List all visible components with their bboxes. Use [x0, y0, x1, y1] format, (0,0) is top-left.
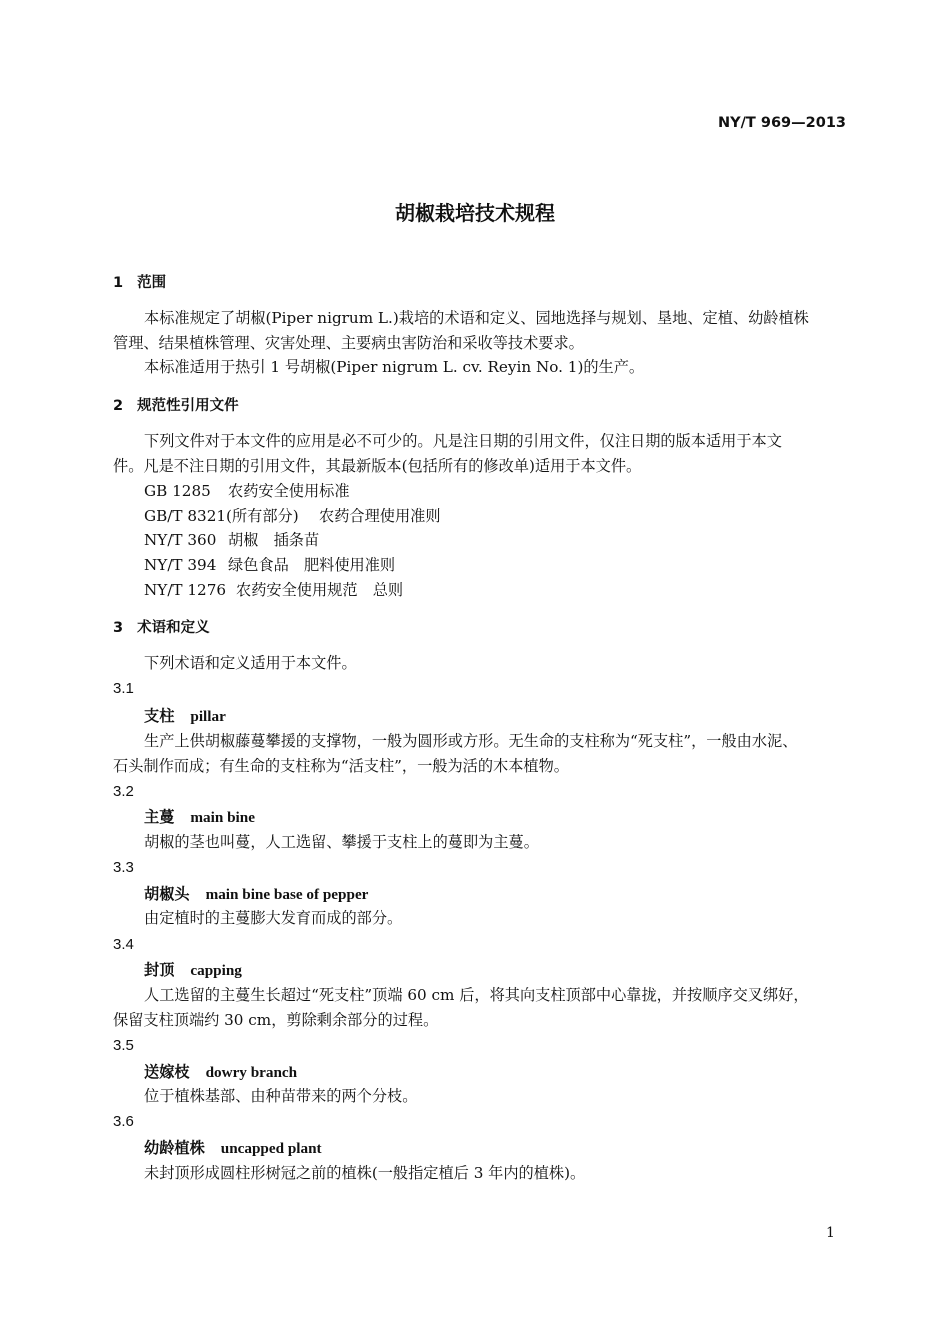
term-heading: [144, 960, 242, 980]
definition-line: 胡椒的茎也叫蔓，人工选留、攀援于支柱上的蔓即为主蔓。: [144, 833, 539, 851]
paragraph-line: 本标准适用于热引 1 号胡椒(Piper nigrum L. cv. Reyin No. 1)的生产。: [144, 358, 645, 376]
term-en: dowry branch: [205, 1064, 298, 1081]
term-en: uncapped plant: [220, 1140, 322, 1157]
term-en: capping: [190, 962, 242, 979]
reference-code: NY/T 1276: [144, 581, 227, 599]
term-zh: 支柱: [144, 707, 175, 725]
reference-code: NY/T 360: [144, 531, 217, 549]
term-en: pillar: [190, 708, 226, 725]
term-heading: [144, 884, 368, 904]
reference-code: GB 1285: [144, 482, 211, 500]
section-1-heading: [113, 273, 166, 293]
term-en: main bine: [190, 809, 255, 826]
section-3-heading: [113, 618, 210, 638]
definition-line: 人工选留的主蔓生长超过“死支柱”顶端 60 cm 后，将其向支柱顶部中心靠拢，并按顺序交叉绑好，: [144, 986, 809, 1004]
reference-code: GB/T 8321(所有部分): [144, 507, 299, 525]
term-heading: [144, 706, 226, 726]
page-number: 1: [826, 1225, 835, 1241]
reference-code: NY/T 394: [144, 556, 217, 574]
reference-item: [144, 506, 441, 526]
section-2-heading: [113, 396, 239, 416]
document-title: 胡椒栽培技术规程: [395, 201, 555, 225]
term-en: main bine base of pepper: [205, 886, 369, 903]
term-number: 3.5: [113, 1037, 134, 1054]
standard-number: NY/T 969—2013: [718, 115, 846, 131]
section-number: 1: [113, 275, 124, 291]
term-heading: [144, 1062, 297, 1082]
term-number: 3.6: [113, 1113, 134, 1130]
term-zh: 胡椒头: [144, 885, 190, 903]
term-zh: 送嫁枝: [144, 1063, 190, 1081]
definition-line: 保留支柱顶端约 30 cm，剪除剩余部分的过程。: [113, 1011, 439, 1029]
term-heading: [144, 807, 255, 827]
section-title: 规范性引用文件: [137, 398, 239, 414]
term-number: 3.1: [113, 680, 134, 697]
reference-item: [144, 580, 403, 600]
reference-title: 农药安全使用标准: [228, 482, 350, 500]
reference-item: [144, 530, 319, 550]
reference-item: [144, 481, 350, 501]
reference-title: 农药合理使用准则: [319, 507, 441, 525]
paragraph-line: 下列术语和定义适用于本文件。: [144, 654, 357, 672]
reference-item: [144, 555, 395, 575]
definition-line: 石头制作而成；有生命的支柱称为“活支柱”，一般为活的木本植物。: [113, 757, 569, 775]
reference-title: 农药安全使用规范 总则: [236, 581, 404, 599]
section-title: 术语和定义: [137, 620, 210, 636]
term-number: 3.3: [113, 859, 134, 876]
term-number: 3.4: [113, 936, 134, 953]
paragraph-line: 管理、结果植株管理、灾害处理、主要病虫害防治和采收等技术要求。: [113, 334, 584, 352]
section-title: 范围: [137, 275, 167, 291]
term-number: 3.2: [113, 783, 134, 800]
section-number: 2: [113, 398, 124, 414]
reference-title: 绿色食品 肥料使用准则: [228, 556, 396, 574]
definition-line: 生产上供胡椒藤蔓攀援的支撑物，一般为圆形或方形。无生命的支柱称为“死支柱”，一般由水泥、: [144, 732, 798, 750]
term-zh: 主蔓: [144, 808, 175, 826]
reference-title: 胡椒 插条苗: [228, 531, 320, 549]
term-zh: 幼龄植株: [144, 1139, 205, 1157]
paragraph-line: 本标准规定了胡椒(Piper nigrum L.)栽培的术语和定义、园地选择与规划、垦地、定植、幼龄植株: [144, 309, 809, 327]
definition-line: 由定植时的主蔓膨大发育而成的部分。: [144, 909, 403, 927]
term-heading: [144, 1138, 322, 1158]
section-number: 3: [113, 620, 124, 636]
paragraph-line: 件。凡是不注日期的引用文件，其最新版本(包括所有的修改单)适用于本文件。: [113, 457, 642, 475]
definition-line: 未封顶形成圆柱形树冠之前的植株(一般指定植后 3 年内的植株)。: [144, 1164, 586, 1182]
paragraph-line: 下列文件对于本文件的应用是必不可少的。凡是注日期的引用文件，仅注日期的版本适用于本文: [144, 432, 782, 450]
term-zh: 封顶: [144, 961, 175, 979]
definition-line: 位于植株基部、由种苗带来的两个分枝。: [144, 1087, 418, 1105]
